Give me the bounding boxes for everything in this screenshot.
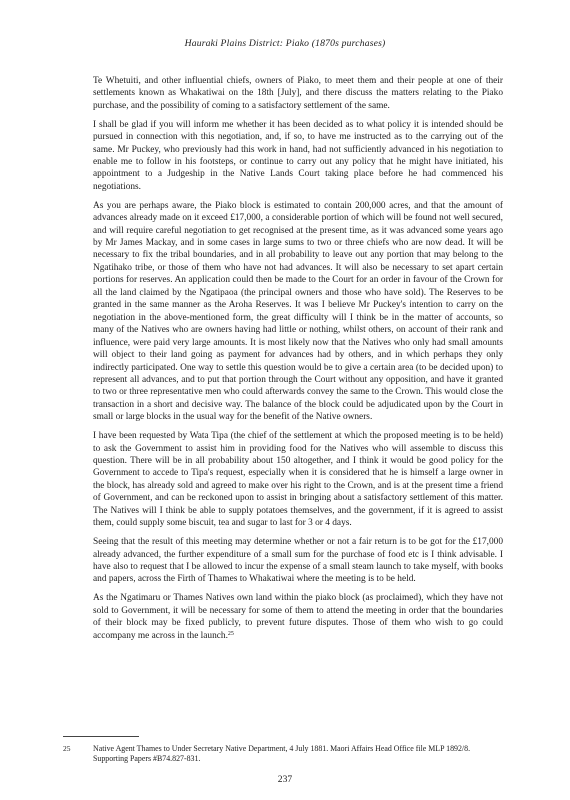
- paragraph-5: Seeing that the result of this meeting may determine whether or not a fair return is to be got for the £17,000 already advanced, the further expenditure of a small sum for the purchase of food etc is I think advisable. I have also to request that I be allowed to incur the expense of a small steam launch to take myself, with books and papers, across the Firth of Thames to Whakatiwai where the meeting is to be held.: [93, 537, 503, 585]
- paragraph-1: Te Whetuiti, and other influential chiefs, owners of Piako, to meet them and their people at one of their settlements known as Whakatiwai on the 18th [July], and there discuss the matters relating to the Piako purchase, and the possibility of coming to a satisfactory settlement of the same.: [93, 76, 503, 111]
- paragraph-3: As you are perhaps aware, the Piako block is estimated to contain 200,000 acres, and that the amount of advances already made on it exceed £17,000, a considerable portion of which will be found not well secured, and will require careful negotiation to get recognised at the present time, as it was advanced some years ago by Mr James Mackay, and in some cases in large sums to two or three chiefs who are now dead. It will be necessary to fix the tribal boundaries, and in all probability to leave out any portion that may belong to the Ngatihako tribe, or those of them who have not had advances. It will also be necessary to set apart certain portions for reserves. An application could then be made to the Court for an order in favour of the Crown for all the land claimed by the Ngatipaoa (the principal owners and those who have sold). The Reserves to be granted in the same manner as the Aroha Reserves. It was I believe Mr Puckey's intention to carry on the negotiation in the above-mentioned form, the great difficulty will I think be in the matter of accounts, so many of the Natives who are owners having had little or nothing, whilst others, on account of their rank and influence, were paid very large amounts. It is most likely now that the Natives who only had small amounts will object to their land going as payment for advances had by others, and in which perhaps they only indirectly participated. One way to settle this question would be to give a certain area (to be decided upon) to represent all advances, and to put that portion through the Court without any opposition, and have it granted to two or three representative men who could afterwards convey the same to the Crown. This would close the transaction in a short and decisive way. The balance of the block could be adjudicated upon by the Court in small or large blocks in the usual way for the benefit of the Native owners.: [93, 200, 503, 423]
- paragraph-4: I have been requested by Wata Tipa (the chief of the settlement at which the proposed meeting is to be held) to ask the Government to assist him in providing food for the Natives who will assemble to discuss this question. There will be in all probability about 150 altogether, and I think it would be good policy for the Government to accede to Tipa's request, especially when it is considered that he is himself a large owner in the block, has already sold and agreed to make over his right to the Crown, and is at the present time a friend of Government, and can be reckoned upon to assist in bringing about a satisfactory settlement of this matter. The Natives will I think be able to supply potatoes themselves, and the government, if it is agreed to assist them, could supply some biscuit, tea and sugar to last for 3 or 4 days.: [93, 431, 503, 529]
- page-number: 237: [277, 774, 293, 785]
- footnote-text: Native Agent Thames to Under Secretary Native Department, 4 July 1881. Maori Affairs Head Office file MLP 1892/8. Supporting Papers #B74.827-831.: [93, 744, 471, 764]
- footnote-reference[interactable]: 25: [227, 630, 234, 637]
- paragraph-6-text: As the Ngatimaru or Thames Natives own land within the piako block (as proclaimed), which they have not sold to Government, it will be necessary for some of them to attend the meeting in order that the boundaries of their block may be fixed publicly, to prevent future disputes. Those of them who wish to go could accompany me across in the launch.: [93, 593, 503, 641]
- footnote-divider: [63, 736, 139, 737]
- footnote-number: 25: [63, 744, 71, 753]
- paragraph-2: I shall be glad if you will inform me whether it has been decided as to what policy it is intended should be pursued in connection with this negotiation, and, if so, to have me instructed as to the carrying out of the same. Mr Puckey, who previously had this work in hand, had not sufficiently advanced in his negotiation to enable me to follow in his footsteps, or continue to carry out any policy that he might have initiated, his appointment to a Judgeship in the Native Lands Court taking place before he had commenced his negotiations.: [93, 119, 503, 192]
- running-header: Hauraki Plains District: Piako (1870s purchases): [184, 38, 386, 49]
- footnote: [63, 744, 503, 765]
- main-text: [93, 75, 503, 648]
- paragraph-6: [93, 592, 503, 642]
